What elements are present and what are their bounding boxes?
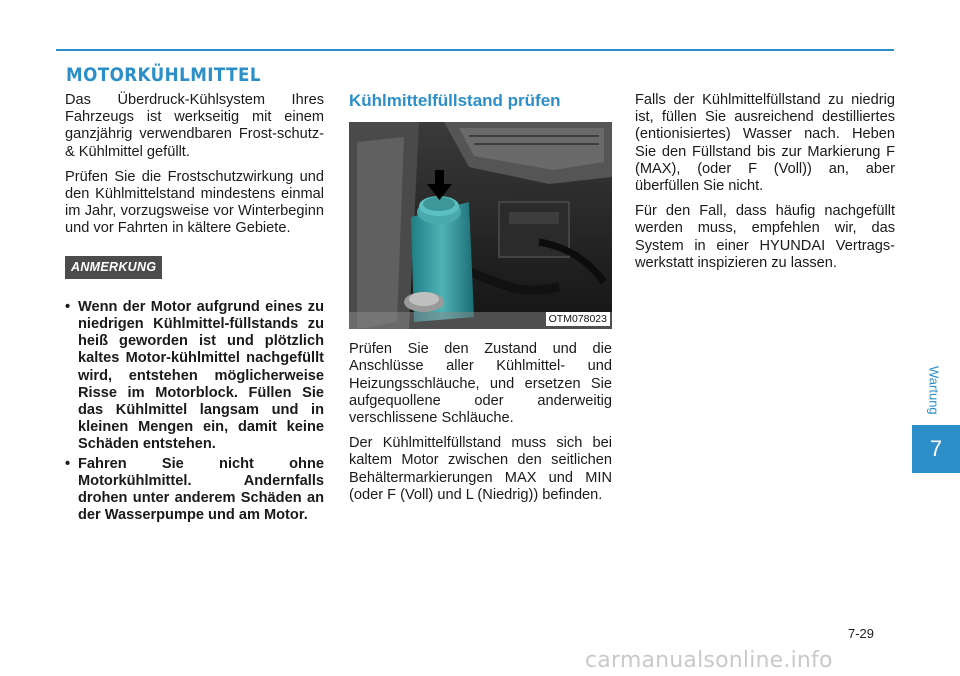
check-paragraph-2: Der Kühlmittelfüllstand muss sich bei kaltem Motor zwischen den seitlichen Behältermarkierungen MAX und MIN (oder F (Voll) und L (Niedrig)) befinden. xyxy=(349,435,612,503)
chapter-tab-label: Wartung xyxy=(926,365,942,415)
section-title: MOTORKÜHLMITTEL xyxy=(66,64,261,86)
refill-paragraph-2: Für den Fall, dass häufig nachgefüllt werden muss, empfehlen wir, das System in einer HYUNDAI Vertrags-werkstatt inspizieren zu lassen. xyxy=(635,203,895,271)
note-badge: ANMERKUNG xyxy=(65,256,162,279)
header-rule xyxy=(56,49,894,51)
image-code: OTM078023 xyxy=(546,312,610,326)
subsection-title: Kühlmittelfüllstand prüfen xyxy=(349,91,561,110)
check-paragraph-1: Prüfen Sie den Zustand und die Anschlüsse aller Kühlmittel- und Heizungsschläuche, und ersetzen Sie aufgequollene oder anderweitig verschlissene Schläuche. xyxy=(349,341,612,427)
watermark: carmanualsonline.info xyxy=(585,648,833,673)
note-item-1: • Wenn der Motor aufgrund eines zu niedrigen Kühlmittel-füllstands zu heiß geworden ist und plötzlich kaltes Motor-kühlmittel nachgefüllt wird, entstehen möglicherweise Risse im Motorblock. Füllen Sie das Kühlmittel langsam und in kleinen Mengen ein, damit keine Schäden entstehen. xyxy=(65,299,324,454)
page-number: 7-29 xyxy=(848,626,875,641)
column-left xyxy=(65,92,324,524)
intro-paragraph-1: Das Überdruck-Kühlsystem Ihres Fahrzeugs ist werkseitig mit einem ganzjährig verwendbaren Frost-schutz- & Kühlmittel gefüllt. xyxy=(65,92,324,160)
intro-paragraph-2: Prüfen Sie die Frostschutzwirkung und den Kühlmittelstand mindestens einmal im Jahr, vorzugsweise vor Winterbeginn und vor Fahrten in kältere Gebiete. xyxy=(65,168,324,237)
coolant-reservoir-illustration xyxy=(349,122,612,329)
engine-bay-photo xyxy=(349,122,612,329)
column-right xyxy=(635,92,895,280)
chapter-tab-number: 7 xyxy=(912,425,960,473)
note-item-2: • Fahren Sie nicht ohne Motorkühlmittel. Andernfalls drohen unter anderem Schäden an der Wasserpumpe und am Motor. xyxy=(65,456,324,525)
note-list xyxy=(65,299,324,525)
column-middle xyxy=(349,92,612,512)
refill-paragraph-1: Falls der Kühlmittelfüllstand zu niedrig ist, füllen Sie ausreichend destilliertes (entionisiertes) Wasser nach. Heben Sie den Füllstand bis zur Markierung F (MAX), (oder F (Voll)) an, aber überfüllen Sie nicht. xyxy=(635,92,895,195)
